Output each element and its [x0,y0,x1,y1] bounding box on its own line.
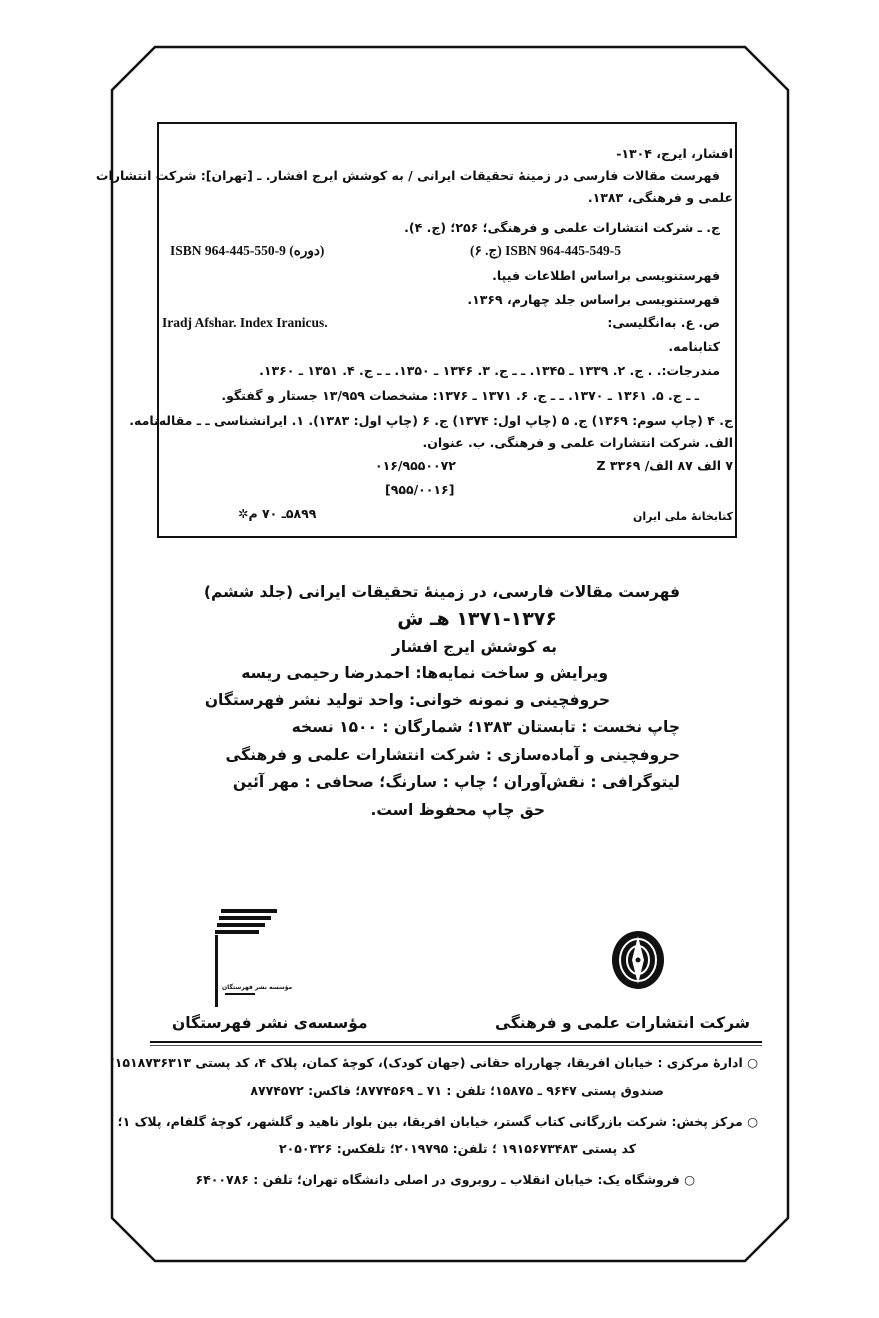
catalog-bibliography: کتابنامه. [668,339,720,354]
book-years: ۱۳۷۱-۱۳۷۶ هـ ش [397,608,557,630]
book-printing: لیتوگرافی : نقش‌آوران ؛ چاپ : سارنگ؛ صحافی : مهر آئین [232,773,680,791]
catalog-note2: فهرستنویسی براساس جلد چهارم، ۱۳۶۹. [467,292,720,307]
catalog-lc-class: ۷ الف ۸۷ الف/ Z ۳۳۶۹ [596,458,733,473]
catalog-isbn-volume: (ج. ۶) ISBN 964-445-549-5 [470,243,621,258]
catalog-contents1: مندرجات:. . ج. ۲. ۱۳۳۹ ـ ۱۳۴۵. ـ ـ ج. ۳. ۱۳۴۶ ـ ۱۳۵۰. ـ ـ ج. ۴. ۱۳۵۱ ـ ۱۳۶۰. [259,363,720,378]
catalog-editions: ج. ۴ (چاپ سوم: ۱۳۶۹) ج. ۵ (چاپ اول: ۱۳۷۴) ج. ۶ (چاپ اول: ۱۳۸۳). ۱. ایرانشناسی ـ ـ مقاله‌نامه. [129,413,733,428]
catalog-author: افشار، ایرج، ۱۳۰۴- [616,146,733,161]
book-title: فهرست مقالات فارسی، در زمینهٔ تحقیقات ایرانی (جلد ششم) [203,583,680,601]
book-preparation: حروفچینی و آماده‌سازی : شرکت انتشارات علمی و فرهنگی [225,746,680,764]
address-store: ○ فروشگاه یک: خیابان انقلاب ـ روبروی در اصلی دانشگاه تهران؛ تلفن : ۶۴۰۰۷۸۶ [195,1172,695,1187]
catalog-dewey: ۰۱۶/۹۵۵۰۰۷۲ [375,458,456,473]
fehrestegan-logo-text: مؤسسه نشر فهرستگان [222,984,293,991]
book-copyright: حق چاپ محفوظ است. [370,801,545,819]
catalog-isbn-set: ISBN 964-445-550-9 (دوره) [170,243,325,258]
address-head-office-1: ○ ادارهٔ مرکزی : خیابان افریقا، چهارراه حقانی (جهان کودک)، کوچهٔ کمان، پلاک ۴، کد پستی ۱۵۱۸۷۳۶۳۱۳؛ [109,1055,758,1070]
catalog-note1: فهرستنویسی براساس اطلاعات فیپا. [492,268,720,283]
catalog-title-line2: علمی و فرهنگی، ۱۳۸۳. [587,190,733,205]
catalog-dewey2: [۹۵۵/۰۰۱۶] [385,482,455,497]
address-distribution-1: ○ مرکز پخش: شرکت بازرگانی کتاب گستر، خیابان افریقا، بین بلوار ناهید و گلشهر، کوچهٔ گلفام، پلاک ۱؛ [117,1114,758,1129]
address-distribution-2: کد پستی ۱۹۱۵۶۷۳۴۸۳ ؛ تلفن: ۲۰۱۹۷۹۵؛ تلفکس: ۲۰۵۰۳۲۶ [278,1141,636,1156]
address-head-office-2: صندوق پستی ۹۶۴۷ ـ ۱۵۸۷۵؛ تلفن : ۷۱ ـ ۸۷۷۴۵۶۹؛ فاکس: ۸۷۷۴۵۷۲ [250,1083,664,1098]
fehrestegan-logo [205,905,285,1010]
divider-thin [150,1045,762,1046]
publisher-left-name: مؤسسه‌ی نشر فهرستگان [172,1014,368,1032]
book-typesetting: حروفچینی و نمونه خوانی: واحد تولید نشر فهرستگان [204,691,610,709]
book-editor: ویرایش و ساخت نمایه‌ها: احمدرضا رحیمی ریسه [241,664,608,682]
publisher-right-name: شرکت انتشارات علمی و فرهنگی [495,1014,750,1032]
catalog-contents2: ـ ـ ج. ۵. ۱۳۶۱ ـ ۱۳۷۰. ـ ـ ج. ۶. ۱۳۷۱ ـ ۱۳۷۶: مشخصات ۱۳/۹۵۹ جستار و گفتگو. [221,388,699,403]
catalog-series: ج. ـ شرکت انتشارات علمی و فرهنگی؛ ۲۵۶؛ (ج. ۴). [404,220,720,235]
catalog-title-line1: فهرست مقالات فارسی در زمینهٔ تحقیقات ایرانی / به کوشش ایرج افشار. ـ [تهران]: شرکت انتشارات [95,168,720,183]
book-edition: چاپ نخست : تابستان ۱۳۸۳؛ شمارگان : ۱۵۰۰ نسخه [291,718,680,736]
catalog-english-title: Iradj Afshar. Index Iranicus. [162,315,328,330]
catalog-subjects: الف. شرکت انتشارات علمی و فرهنگی. ب. عنوان. [422,435,733,450]
divider [150,1041,762,1043]
catalog-english-label: ص. ع. به‌انگلیسی: [607,315,720,330]
catalog-library: کتابخانهٔ ملی ایران [633,510,733,523]
catalog-library-number: ۵۸۹۹ـ ۷۰ م✲ [238,506,317,521]
elmi-farhangi-logo [610,930,666,990]
book-compiler: به کوشش ایرج افشار [391,638,557,656]
